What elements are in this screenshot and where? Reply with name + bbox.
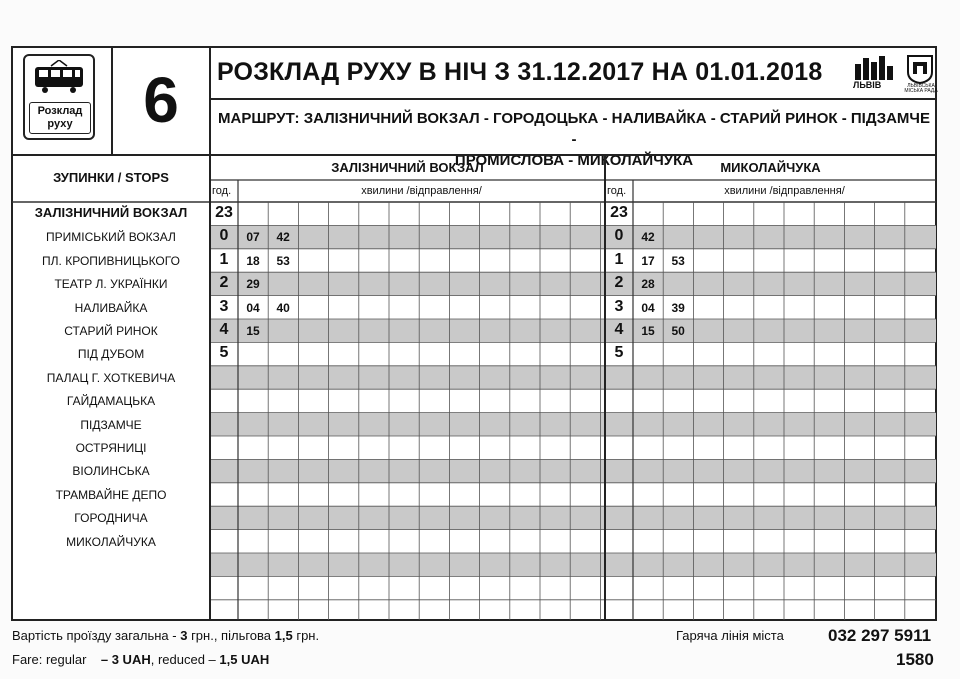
stop-name: ПАЛАЦ Г. ХОТКЕВИЧА bbox=[46, 370, 176, 385]
stops-header: ЗУПИНКИ / STOPS bbox=[53, 170, 169, 185]
hotline-label: Гаряча лінія міста bbox=[676, 628, 784, 643]
hour-cell: 23 bbox=[610, 204, 628, 221]
minute-cell: 42 bbox=[276, 230, 290, 245]
hour-cell: 5 bbox=[219, 344, 229, 362]
route-line1: МАРШРУТ: ЗАЛІЗНИЧНИЙ ВОКЗАЛ - ГОРОДОЦЬКА - НАЛИВАЙКА - СТАРИЙ РИНОК - ПІДЗАМЧЕ - bbox=[218, 110, 930, 148]
row-shade bbox=[210, 413, 936, 436]
row-shade bbox=[210, 553, 936, 576]
hour-cell: 2 bbox=[614, 274, 624, 292]
hour-cell: 2 bbox=[219, 274, 229, 292]
row-shade bbox=[210, 272, 936, 295]
page-title: РОЗКЛАД РУХУ В НІЧ З 31.12.2017 НА 01.01.2018 bbox=[217, 58, 823, 86]
minute-cell: 29 bbox=[246, 277, 260, 292]
hour-cell: 4 bbox=[219, 321, 229, 338]
fare-ua-prefix: Вартість проїзду загальна - bbox=[12, 628, 181, 643]
fare-en-reduced: 1,5 UAH bbox=[219, 652, 270, 667]
fare-ua-suffix: грн. bbox=[292, 628, 320, 643]
hour-cell: 4 bbox=[614, 321, 624, 338]
route-line2: ПРОМИСЛОВА - МИКОЛАЙЧУКА bbox=[454, 152, 694, 169]
hour-cell: 1 bbox=[614, 250, 624, 268]
stop-name: ПІД ДУБОМ bbox=[77, 347, 145, 362]
route-number: 6 bbox=[113, 48, 211, 156]
stop-name: ОСТРЯНИЦІ bbox=[75, 441, 147, 455]
row-shade bbox=[210, 506, 936, 529]
hour-cell: 3 bbox=[614, 297, 624, 315]
logo-label-line1: Розклад bbox=[37, 105, 83, 117]
hotline-short-number: 1580 bbox=[896, 650, 934, 669]
minute-cell: 15 bbox=[246, 324, 260, 338]
council-logo-text: ЛЬВІВСЬКА МІСЬКА РАДА bbox=[904, 83, 938, 94]
stop-name: СТАРИЙ РИНОК bbox=[64, 324, 158, 338]
hotline-phone: 032 297 5911 bbox=[828, 626, 932, 645]
minute-cell: 50 bbox=[671, 324, 685, 338]
minutes-column-label: хвилини /відправлення/ bbox=[361, 185, 482, 197]
minute-cell: 18 bbox=[246, 253, 260, 268]
row-shade bbox=[210, 459, 936, 482]
minutes-column-label: хвилини /відправлення/ bbox=[724, 185, 845, 197]
stop-name: МИКОЛАЙЧУКА bbox=[66, 534, 156, 549]
direction-title: МИКОЛАЙЧУКА bbox=[720, 160, 821, 175]
minute-cell: 17 bbox=[641, 253, 655, 268]
minute-cell: 15 bbox=[641, 324, 655, 338]
stop-name: ПЛ. КРОПИВНИЦЬКОГО bbox=[42, 253, 180, 268]
fare-ua-reduced: 1,5 bbox=[274, 628, 293, 643]
hour-cell: 1 bbox=[219, 250, 229, 268]
stop-name: НАЛИВАЙКА bbox=[74, 300, 148, 315]
fare-en-regular: – 3 UAH bbox=[100, 652, 151, 667]
minute-cell: 04 bbox=[246, 300, 260, 315]
row-shade bbox=[210, 319, 936, 342]
city-logo-text: ЛЬВІВ bbox=[853, 80, 882, 90]
hour-column-label: год. bbox=[607, 185, 627, 197]
stop-name: ПРИМІСЬКИЙ ВОКЗАЛ bbox=[46, 230, 176, 245]
minute-cell: 04 bbox=[641, 300, 655, 315]
row-shade bbox=[210, 366, 936, 389]
row-shade bbox=[210, 225, 936, 248]
stop-name: ЗАЛІЗНИЧНИЙ ВОКЗАЛ bbox=[34, 205, 188, 220]
minute-cell: 28 bbox=[641, 277, 655, 292]
minute-cell: 53 bbox=[671, 253, 685, 268]
hour-cell: 5 bbox=[614, 344, 624, 362]
stop-name: ГОРОДНИЧА bbox=[74, 511, 148, 526]
minute-cell: 39 bbox=[671, 300, 685, 315]
fare-ua-mid: грн., пільгова bbox=[187, 628, 275, 643]
fare-en bbox=[12, 652, 269, 667]
hour-cell: 23 bbox=[215, 204, 233, 221]
minute-cell: 07 bbox=[246, 230, 260, 245]
stop-name: ПІДЗАМЧЕ bbox=[80, 417, 142, 432]
minute-cell: 40 bbox=[276, 300, 290, 315]
minute-cell: 53 bbox=[276, 253, 290, 268]
hour-cell: 3 bbox=[219, 297, 229, 315]
direction-title: ЗАЛІЗНИЧНИЙ ВОКЗАЛ bbox=[331, 160, 484, 175]
fare-en-prefix: Fare: regular bbox=[12, 652, 87, 667]
stop-name: ТРАМВАЙНЕ ДЕПО bbox=[55, 487, 167, 502]
hour-cell: 0 bbox=[219, 227, 229, 245]
fare-ua bbox=[12, 628, 319, 643]
stop-name: ВІОЛИНСЬКА bbox=[72, 464, 150, 479]
hour-cell: 0 bbox=[614, 227, 624, 245]
stop-name: ТЕАТР Л. УКРАЇНКИ bbox=[54, 277, 168, 292]
stop-name: ГАЙДАМАЦЬКА bbox=[66, 394, 156, 409]
fare-ua-regular: 3 bbox=[180, 628, 188, 643]
minute-cell: 42 bbox=[641, 230, 655, 245]
fare-en-mid: , reduced – bbox=[150, 652, 220, 667]
logo-label-line2: руху bbox=[47, 118, 73, 130]
hour-column-label: год. bbox=[212, 185, 232, 197]
